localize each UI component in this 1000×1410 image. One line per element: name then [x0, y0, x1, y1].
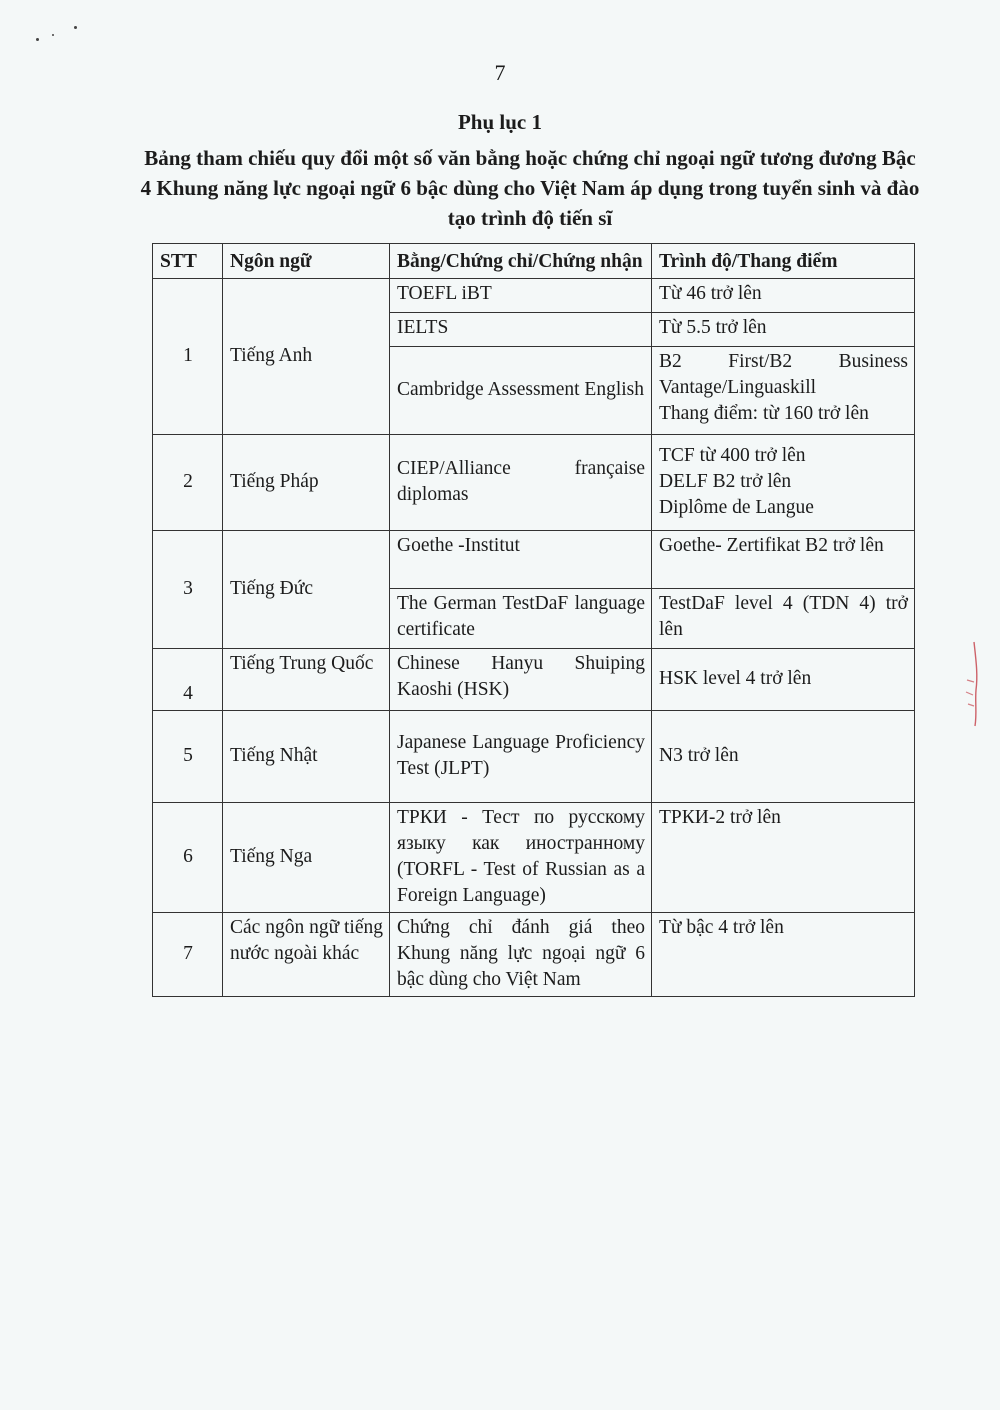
level-cell [652, 347, 915, 435]
document-heading: Bảng tham chiếu quy đổi một số văn bằng hoặc chứng chỉ ngoại ngữ tương đương Bậc 4 Khung năng lực ngoại ngữ 6 bậc dùng cho Việt Nam áp dụng trong tuyển sinh và đào tạo trình độ tiến sĩ [140, 146, 920, 230]
level-cell [652, 313, 915, 347]
certificate-name: TOEFL iBT [390, 279, 652, 313]
table-header-row [153, 244, 915, 279]
level-cell [652, 711, 915, 803]
scan-speck [52, 34, 54, 36]
row-stt: 7 [153, 913, 223, 997]
row-stt: 4 [153, 649, 223, 711]
certificate-name: Cambridge Assessment English [390, 347, 652, 435]
scan-speck [74, 26, 77, 29]
scan-speck [36, 38, 39, 41]
certificate-name: IELTS [390, 313, 652, 347]
level-cell [652, 589, 915, 649]
level-line: TestDaF level 4 (TDN 4) trở lên [659, 593, 908, 640]
certificate-name: The German TestDaF language certificate [390, 589, 652, 649]
row-language: Tiếng Anh [223, 279, 390, 435]
row-stt: 6 [153, 803, 223, 913]
level-line: DELF B2 trở lên [659, 471, 792, 492]
level-line: Goethe- Zertifikat B2 trở lên [659, 535, 884, 556]
table-row [153, 913, 915, 997]
table-row [153, 279, 915, 313]
level-line: TCF từ 400 trở lên [659, 445, 806, 466]
certificate-name: ТРКИ - Тест по русскому языку как иностранному (TORFL - Test of Russian as a Foreign Language) [390, 803, 652, 913]
page-number: 7 [494, 60, 506, 85]
level-line: ТРКИ-2 trở lên [659, 807, 781, 828]
row-language: Tiếng Trung Quốc [223, 649, 390, 711]
row-language: Tiếng Đức [223, 531, 390, 649]
level-line: B2 First/B2 Business Vantage/Linguaskill [659, 351, 908, 398]
certificate-name: Japanese Language Proficiency Test (JLPT) [390, 711, 652, 803]
row-stt: 3 [153, 531, 223, 649]
row-language: Tiếng Nhật [223, 711, 390, 803]
row-language: Tiếng Nga [223, 803, 390, 913]
header-level: Trình độ/Thang điểm [652, 244, 915, 279]
table-row [153, 531, 915, 589]
conversion-table [152, 243, 915, 997]
certificate-name: Goethe -Institut [390, 531, 652, 589]
level-line: Thang điểm: từ 160 trở lên [659, 403, 869, 424]
header-language: Ngôn ngữ [223, 244, 390, 279]
header-certificate: Bằng/Chứng chỉ/Chứng nhận [390, 244, 652, 279]
table-row [153, 803, 915, 913]
certificate-name: Chứng chỉ đánh giá theo Khung năng lực ngoại ngữ 6 bậc dùng cho Việt Nam [390, 913, 652, 997]
level-line: Diplôme de Langue [659, 497, 814, 518]
stamp-mark-icon [962, 640, 982, 730]
level-cell [652, 279, 915, 313]
table-row [153, 435, 915, 531]
level-line: HSK level 4 trở lên [659, 668, 812, 689]
level-line: Từ 46 trở lên [659, 283, 762, 304]
table-row [153, 649, 915, 711]
certificate-name: CIEP/Alliance française diplomas [390, 435, 652, 531]
level-line: N3 trở lên [659, 745, 739, 766]
level-cell [652, 531, 915, 589]
level-cell [652, 913, 915, 997]
header-stt: STT [153, 244, 223, 279]
level-line: Từ bậc 4 trở lên [659, 917, 784, 938]
level-line: Từ 5.5 trở lên [659, 317, 767, 338]
level-cell [652, 435, 915, 531]
table-row [153, 711, 915, 803]
row-stt: 2 [153, 435, 223, 531]
row-stt: 1 [153, 279, 223, 435]
level-cell [652, 803, 915, 913]
row-language: Các ngôn ngữ tiếng nước ngoài khác [223, 913, 390, 997]
appendix-title: Phụ lục 1 [457, 110, 543, 134]
row-language: Tiếng Pháp [223, 435, 390, 531]
row-stt: 5 [153, 711, 223, 803]
level-cell [652, 649, 915, 711]
certificate-name: Chinese Hanyu Shuiping Kaoshi (HSK) [390, 649, 652, 711]
